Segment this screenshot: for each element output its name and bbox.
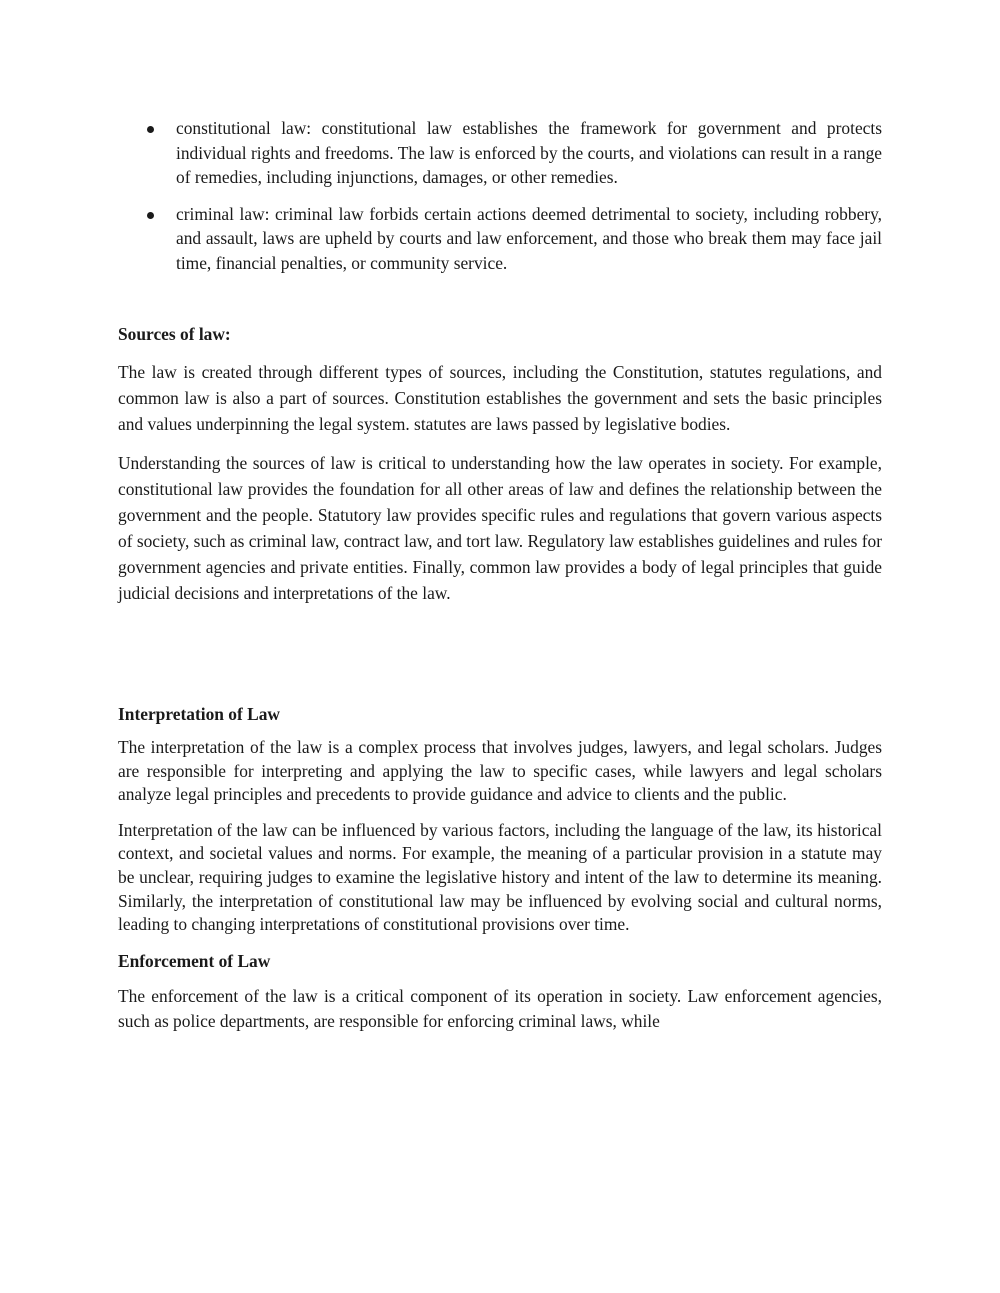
paragraph: The law is created through different types of sources, including the Constitution, statutes regulations, and common law is also a part of sources. Constitution establishes the government and sets the basic principles and values underpinning the legal system. statutes are laws passed by legislative bodies.: [118, 362, 882, 434]
paragraph: Understanding the sources of law is critical to understanding how the law operates in society. For example, constitutional law provides the foundation for all other areas of law and defines the relationship between the government and the people. Statutory law provides specific rules and regulations that govern various aspects of society, such as criminal law, contract law, and tort law. Regulatory law establishes guidelines and rules for government agencies and private entities. Finally, common law provides a body of legal principles that guide judicial decisions and interpretations of the law.: [118, 453, 882, 603]
bullet-icon: [147, 212, 154, 219]
list-item-text: constitutional law: constitutional law establishes the framework for government and protects individual rights and freedoms. The law is enforced by the courts, and violations can result in a range of remedies, including injunctions, damages, or other remedies.: [176, 118, 882, 187]
law-types-list: [118, 116, 882, 275]
list-item-criminal-law: [118, 202, 882, 276]
section-heading: Sources of law:: [118, 324, 231, 344]
bullet-icon: [147, 126, 154, 133]
paragraph: The interpretation of the law is a complex process that involves judges, lawyers, and legal scholars. Judges are responsible for interpreting and applying the law to specific cases, while lawyers and legal scholars analyze legal principles and precedents to provide guidance and advice to clients and the public.: [118, 737, 882, 805]
enforcement-of-law-section: [118, 949, 882, 1034]
paragraph: The enforcement of the law is a critical component of its operation in society. Law enforcement agencies, such as police departments, are responsible for enforcing criminal laws, while: [118, 985, 882, 1031]
list-item-text: criminal law: criminal law forbids certain actions deemed detrimental to society, including robbery, and assault, laws are upheld by courts and law enforcement, and those who break them may face jail time, financial penalties, or community service.: [176, 203, 882, 273]
document-page: [118, 116, 882, 1034]
section-heading: Interpretation of Law: [118, 704, 280, 724]
paragraph: Interpretation of the law can be influenced by various factors, including the language of the law, its historical context, and societal values and norms. For example, the meaning of a particular provision in a statute may be unclear, requiring judges to examine the legislative history and intent of the law to determine its meaning. Similarly, the interpretation of constitutional law may be influenced by evolving social and cultural norms, leading to changing interpretations of constitutional provisions over time.: [118, 819, 882, 935]
section-heading: Enforcement of Law: [118, 950, 271, 971]
sources-of-law-section: [118, 322, 882, 606]
interpretation-of-law-section: [118, 702, 882, 937]
list-item-constitutional-law: [118, 116, 882, 190]
